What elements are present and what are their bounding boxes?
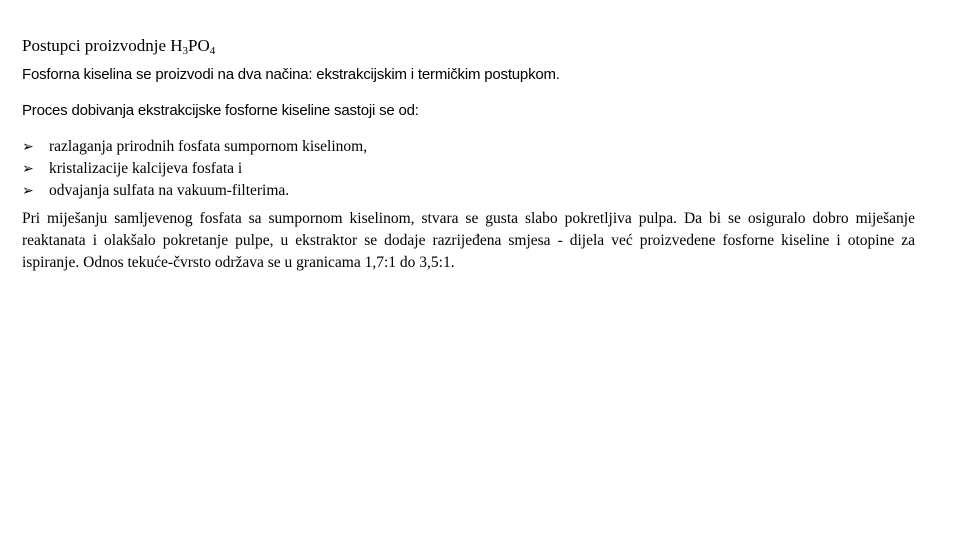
title-subscript-4: 4 xyxy=(209,45,216,57)
list-item xyxy=(22,136,915,158)
list-item-text: razlaganja prirodnih fosfata sumpornom kiselinom, xyxy=(49,138,368,155)
slide-content xyxy=(22,34,915,274)
list-item-text: kristalizacije kalcijeva fosfata i xyxy=(49,160,243,177)
slide-title xyxy=(22,34,915,58)
list-item-text: odvajanja sulfata na vakuum-filterima. xyxy=(49,182,290,199)
process-paragraph: Proces dobivanja ekstrakcijske fosforne kiseline sastoji se od: xyxy=(22,102,419,119)
intro-paragraph: Fosforna kiselina se proizvodi na dva načina: ekstrakcijskim i termičkim postupkom. xyxy=(22,66,560,83)
title-subscript-3: 3 xyxy=(182,45,189,57)
arrowhead-right-icon: ➢ xyxy=(22,183,34,199)
list-item xyxy=(22,180,915,202)
mixing-paragraph: Pri miješanju samljevenog fosfata sa sumpornom kiselinom, stvara se gusta slabo pokretljiva pulpa. Da bi se osiguralo dobro miješanje reaktanata i olakšalo pokretanje pulpe, u ekstraktor se dodaje razrijeđena smjesa - dijela već proizvedene fosforne kiseline i otopine za ispiranje. Odnos tekuće-čvrsto održava se u granicama 1,7:1 do 3,5:1. xyxy=(22,210,915,271)
title-text: Postupci proizvodnje H xyxy=(22,36,183,55)
process-steps-list xyxy=(22,136,915,202)
title-text-po: PO xyxy=(188,36,210,55)
list-item xyxy=(22,158,915,180)
arrowhead-right-icon: ➢ xyxy=(22,139,34,155)
arrowhead-right-icon: ➢ xyxy=(22,161,34,177)
